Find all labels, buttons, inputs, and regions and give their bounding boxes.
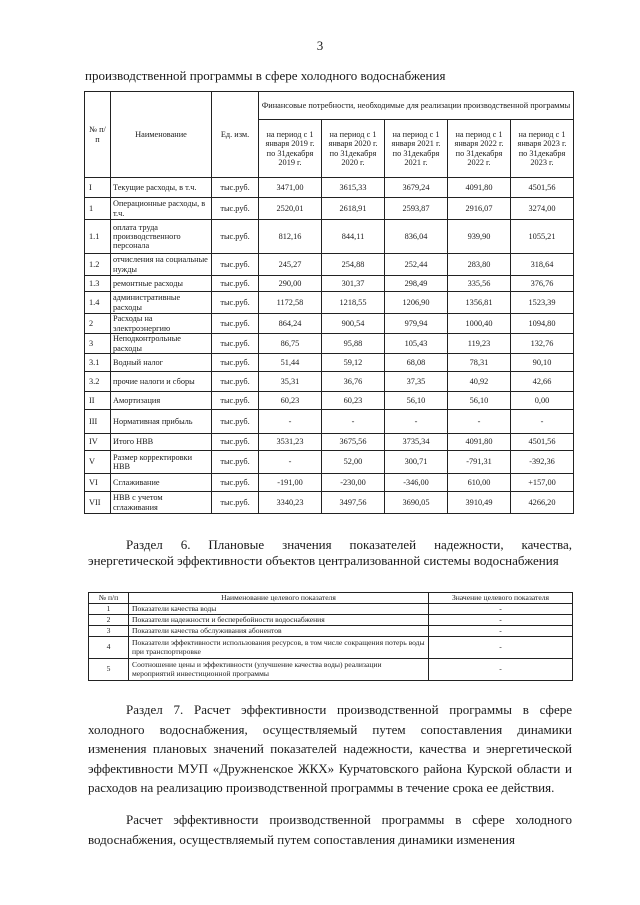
row-value: -791,31 <box>448 451 511 474</box>
row-value: 3340,23 <box>259 492 322 514</box>
indicator-num: 3 <box>89 626 129 637</box>
row-unit: тыс.руб. <box>212 410 259 434</box>
row-value: 36,76 <box>322 372 385 392</box>
indicator-num: 2 <box>89 615 129 626</box>
row-code: I <box>85 178 111 198</box>
row-unit: тыс.руб. <box>212 314 259 334</box>
row-value: 812,16 <box>259 220 322 254</box>
table-row <box>85 334 574 354</box>
indicator-row <box>89 604 573 615</box>
period-header: на период с 1 января 2019 г. по 31декабря 2019 г. <box>259 120 322 178</box>
row-code: 2 <box>85 314 111 334</box>
indicator-name: Показатели качества воды <box>129 604 429 615</box>
row-value: 3675,56 <box>322 434 385 451</box>
row-code: VI <box>85 474 111 492</box>
row-name: Размер корректировки НВВ <box>111 451 212 474</box>
row-value: 298,49 <box>385 276 448 292</box>
row-code: 3.2 <box>85 372 111 392</box>
row-value: 1055,21 <box>511 220 574 254</box>
row-value: +157,00 <box>511 474 574 492</box>
row-value: 60,23 <box>322 392 385 410</box>
row-code: VII <box>85 492 111 514</box>
row-value: 1000,40 <box>448 314 511 334</box>
ind-num-header: № п/п <box>89 593 129 604</box>
row-value: 35,31 <box>259 372 322 392</box>
row-value: 864,24 <box>259 314 322 334</box>
row-unit: тыс.руб. <box>212 354 259 372</box>
calculation-text: Расчет эффективности производственной программы в сфере холодного водоснабжения, осуществляемый путем сопоставления динамики изменения <box>88 812 572 847</box>
row-value: 1094,80 <box>511 314 574 334</box>
row-unit: тыс.руб. <box>212 372 259 392</box>
row-value: 4091,80 <box>448 178 511 198</box>
period-header: на период с 1 января 2021 г. по 31декабря 2021 г. <box>385 120 448 178</box>
period-header: на период с 1 января 2020 г. по 31декабря 2020 г. <box>322 120 385 178</box>
period-header: на период с 1 января 2023 г. по 31декабря 2023 г. <box>511 120 574 178</box>
row-name: ремонтные расходы <box>111 276 212 292</box>
row-name: НВВ с учетом сглаживания <box>111 492 212 514</box>
row-value: 95,88 <box>322 334 385 354</box>
row-value: 68,08 <box>385 354 448 372</box>
row-value: 86,75 <box>259 334 322 354</box>
table-row <box>85 492 574 514</box>
row-value: 290,00 <box>259 276 322 292</box>
row-value: 318,64 <box>511 254 574 276</box>
row-name: прочие налоги и сборы <box>111 372 212 392</box>
row-code: 1 <box>85 198 111 220</box>
row-value: 60,23 <box>259 392 322 410</box>
ind-value-header: Значение целевого показателя <box>429 593 573 604</box>
row-unit: тыс.руб. <box>212 334 259 354</box>
row-value: 132,76 <box>511 334 574 354</box>
table-row <box>85 276 574 292</box>
table-row <box>85 410 574 434</box>
row-value: 3690,05 <box>385 492 448 514</box>
row-value: 4501,56 <box>511 434 574 451</box>
row-unit: тыс.руб. <box>212 292 259 314</box>
ind-name-header: Наименование целевого показателя <box>129 593 429 604</box>
row-value: 51,44 <box>259 354 322 372</box>
row-unit: тыс.руб. <box>212 220 259 254</box>
table-row <box>85 292 574 314</box>
row-name: Неподконтрольные расходы <box>111 334 212 354</box>
row-value: 3910,49 <box>448 492 511 514</box>
row-value: -346,00 <box>385 474 448 492</box>
row-value: 283,80 <box>448 254 511 276</box>
row-value: 335,56 <box>448 276 511 292</box>
row-value: - <box>511 410 574 434</box>
table-row <box>85 474 574 492</box>
row-name: Расходы на электроэнергию <box>111 314 212 334</box>
row-name: Операционные расходы, в т.ч. <box>111 198 212 220</box>
row-code: 1.4 <box>85 292 111 314</box>
row-code: III <box>85 410 111 434</box>
row-value: 4091,80 <box>448 434 511 451</box>
indicator-num: 4 <box>89 637 129 659</box>
col-group-header: Финансовые потребности, необходимые для реализации производственной программы <box>259 92 574 120</box>
row-code: 1.1 <box>85 220 111 254</box>
row-value: 610,00 <box>448 474 511 492</box>
row-value: 252,44 <box>385 254 448 276</box>
table-heading: производственной программы в сфере холодного водоснабжения <box>85 68 446 83</box>
row-value: 4266,20 <box>511 492 574 514</box>
row-value: -191,00 <box>259 474 322 492</box>
row-value: 42,66 <box>511 372 574 392</box>
row-name: Водный налог <box>111 354 212 372</box>
indicator-name: Показатели надежности и бесперебойности водоснабжения <box>129 615 429 626</box>
indicator-row <box>89 615 573 626</box>
row-value: 52,00 <box>322 451 385 474</box>
row-name: Амортизация <box>111 392 212 410</box>
table-row <box>85 178 574 198</box>
indicator-value: - <box>429 637 573 659</box>
row-code: V <box>85 451 111 474</box>
row-value: - <box>259 410 322 434</box>
row-unit: тыс.руб. <box>212 434 259 451</box>
row-value: 3497,56 <box>322 492 385 514</box>
row-value: 900,54 <box>322 314 385 334</box>
row-value: 1206,90 <box>385 292 448 314</box>
row-value: 3735,34 <box>385 434 448 451</box>
row-unit: тыс.руб. <box>212 392 259 410</box>
page-number: 3 <box>316 38 324 53</box>
row-value: -230,00 <box>322 474 385 492</box>
row-value: 78,31 <box>448 354 511 372</box>
row-value: 119,23 <box>448 334 511 354</box>
financial-needs-table <box>84 91 574 514</box>
row-value: 3471,00 <box>259 178 322 198</box>
row-value: 3274,00 <box>511 198 574 220</box>
row-value: 4501,56 <box>511 178 574 198</box>
row-code: 3 <box>85 334 111 354</box>
row-value: 3615,33 <box>322 178 385 198</box>
row-name: административные расходы <box>111 292 212 314</box>
table-row <box>85 434 574 451</box>
row-unit: тыс.руб. <box>212 178 259 198</box>
row-value: 3679,24 <box>385 178 448 198</box>
target-indicators-table <box>88 592 573 681</box>
row-unit: тыс.руб. <box>212 276 259 292</box>
row-value: 37,35 <box>385 372 448 392</box>
row-value: 1172,58 <box>259 292 322 314</box>
row-unit: тыс.руб. <box>212 492 259 514</box>
indicator-value: - <box>429 604 573 615</box>
row-value: 56,10 <box>385 392 448 410</box>
table-row <box>85 451 574 474</box>
row-value: 844,11 <box>322 220 385 254</box>
row-value: 0,00 <box>511 392 574 410</box>
indicator-value: - <box>429 626 573 637</box>
row-value: 300,71 <box>385 451 448 474</box>
row-value: 2520,01 <box>259 198 322 220</box>
indicator-name: Соотношение цены и эффективности (улучшение качества воды) реализации мероприятий инвестиционной программы <box>129 659 429 681</box>
row-value: 1218,55 <box>322 292 385 314</box>
row-code: 1.2 <box>85 254 111 276</box>
row-value: 90,10 <box>511 354 574 372</box>
row-value: 301,37 <box>322 276 385 292</box>
table-row <box>85 392 574 410</box>
indicator-row <box>89 626 573 637</box>
row-name: оплата труда производственного персонала <box>111 220 212 254</box>
section-6-title: Раздел 6. Плановые значения показателей надежности, качества, энергетической эффективности объектов централизованной системы водоснабжения <box>88 537 572 568</box>
row-value: - <box>385 410 448 434</box>
table-row <box>85 198 574 220</box>
indicator-value: - <box>429 659 573 681</box>
row-unit: тыс.руб. <box>212 474 259 492</box>
row-value: 245,27 <box>259 254 322 276</box>
table-row <box>85 220 574 254</box>
row-value: - <box>322 410 385 434</box>
row-value: 1356,81 <box>448 292 511 314</box>
row-unit: тыс.руб. <box>212 451 259 474</box>
row-code: 3.1 <box>85 354 111 372</box>
row-value: 2618,91 <box>322 198 385 220</box>
table-row <box>85 354 574 372</box>
table-row <box>85 254 574 276</box>
row-code: IV <box>85 434 111 451</box>
indicator-name: Показатели качества обслуживания абонентов <box>129 626 429 637</box>
row-name: Текущие расходы, в т.ч. <box>111 178 212 198</box>
row-name: отчисления на социальные нужды <box>111 254 212 276</box>
row-name: Итого НВВ <box>111 434 212 451</box>
row-value: 59,12 <box>322 354 385 372</box>
indicator-num: 1 <box>89 604 129 615</box>
row-value: - <box>259 451 322 474</box>
row-name: Сглаживание <box>111 474 212 492</box>
row-value: -392,36 <box>511 451 574 474</box>
row-value: 979,94 <box>385 314 448 334</box>
row-value: 376,76 <box>511 276 574 292</box>
row-value: 1523,39 <box>511 292 574 314</box>
row-value: 939,90 <box>448 220 511 254</box>
col-num-header: № п/п <box>85 92 111 178</box>
col-name-header: Наименование <box>111 92 212 178</box>
indicator-num: 5 <box>89 659 129 681</box>
row-value: 254,88 <box>322 254 385 276</box>
indicator-value: - <box>429 615 573 626</box>
col-unit-header: Ед. изм. <box>212 92 259 178</box>
row-name: Нормативная прибыль <box>111 410 212 434</box>
row-value: 836,04 <box>385 220 448 254</box>
period-header: на период с 1 января 2022 г. по 31декабря 2022 г. <box>448 120 511 178</box>
table-row <box>85 372 574 392</box>
row-unit: тыс.руб. <box>212 198 259 220</box>
row-value: 2916,07 <box>448 198 511 220</box>
row-value: 2593,87 <box>385 198 448 220</box>
row-unit: тыс.руб. <box>212 254 259 276</box>
row-value: 40,92 <box>448 372 511 392</box>
table-row <box>85 314 574 334</box>
indicator-name: Показатели эффективности использования ресурсов, в том числе сокращения потерь воды при транспортировке <box>129 637 429 659</box>
indicator-row <box>89 659 573 681</box>
row-value: 3531,23 <box>259 434 322 451</box>
row-code: 1.3 <box>85 276 111 292</box>
row-code: II <box>85 392 111 410</box>
row-value: 105,43 <box>385 334 448 354</box>
section-7-text: Раздел 7. Расчет эффективности производственной программы в сфере холодного водоснабжения, осуществляемый путем сопоставления динамики изменения плановых значений показателей надежности, качества и энергетической эффективности МУП «Дружненское ЖКХ» Курчатовского района Курской области и расходов на реализацию производственной программы в течение срока ее действия. <box>88 702 572 795</box>
row-value: - <box>448 410 511 434</box>
row-value: 56,10 <box>448 392 511 410</box>
indicator-row <box>89 637 573 659</box>
